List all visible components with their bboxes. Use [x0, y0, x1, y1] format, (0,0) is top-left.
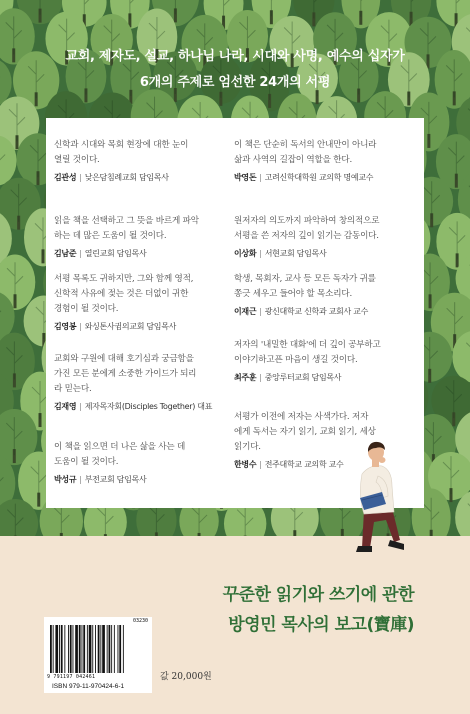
endorsement-line: 서평가 이전에 저자는 사색가다. 저자 [234, 412, 369, 422]
barcode-bar [73, 625, 74, 673]
barcode-bar [123, 625, 124, 673]
author-role: 고려신학대학원 교의학 명예교수 [264, 173, 374, 182]
endorsement-text [234, 272, 414, 302]
endorsement-1 [54, 214, 234, 259]
endorsement-author: 김남준 | 열린교회 담임목사 [54, 249, 147, 258]
barcode-bar [75, 625, 78, 673]
author-name: 김재영 [54, 402, 77, 411]
slogan-line-1: 꾸준한 읽기와 쓰기에 관한 [222, 585, 414, 605]
author-name: 이재근 [234, 307, 257, 316]
endorsement-7 [234, 272, 414, 317]
barcode-bar [119, 625, 121, 673]
author-name: 박영돈 [234, 173, 257, 182]
endorsement-text [54, 272, 234, 317]
endorsement-line: 서평을 쓴 저자의 깊이 읽기는 감동이다. [234, 231, 379, 241]
isbn-barcode [44, 617, 152, 693]
price: 값 20,000원 [160, 672, 212, 682]
barcode-bar [59, 625, 60, 673]
reading-person-illustration [348, 440, 422, 558]
endorsement-line: 하는 데 많은 도움이 될 것이다. [54, 231, 167, 241]
barcode-bar [64, 625, 65, 673]
endorsement-line: 이 책을 읽으면 더 나은 삶을 사는 데 [54, 442, 186, 452]
endorsement-line: 읽을 책을 선택하고 그 뜻을 바르게 파악 [54, 216, 199, 226]
author-role: 제자목자회(Disciples Together) 대표 [84, 402, 213, 411]
endorsement-line: 서평 목록도 귀하지만, 그와 함께 영적, [54, 274, 194, 284]
endorsement-3 [54, 352, 234, 412]
barcode-bar [79, 625, 81, 673]
endorsement-line: 에게 독서는 자기 읽기, 교회 읽기, 세상 [234, 427, 376, 437]
barcode-bar [92, 625, 93, 673]
barcode-bar [111, 625, 112, 673]
isbn-number: ISBN 979-11-970424-6-1 [52, 683, 125, 690]
barcode-bar [95, 625, 96, 673]
endorsement-2 [54, 272, 234, 332]
barcode-bar [98, 625, 100, 673]
endorsement-line: 삶과 사역의 길잡이 역할을 한다. [234, 155, 352, 165]
barcode-bar [83, 625, 85, 673]
barcode-bar [107, 625, 108, 673]
endorsement-author: 김관성 | 낮은담침례교회 담임목사 [54, 173, 169, 182]
endorsement-author: 김영봉 | 와싱톤사귐의교회 담임목사 [54, 322, 177, 331]
author-role: 전주대학교 교의학 교수 [264, 460, 344, 469]
author-role: 열린교회 담임목사 [84, 249, 147, 258]
barcode-bar [50, 625, 52, 673]
endorsement-line: 저자의 '내밀한 대화'에 더 깊이 공부하고 [234, 340, 381, 350]
barcode-bar [55, 625, 58, 673]
author-name: 한병수 [234, 460, 257, 469]
endorsement-0 [54, 138, 234, 183]
endorsement-text [54, 440, 234, 470]
endorsement-line: 신학적 사유에 젖는 것은 더없이 귀한 [54, 289, 189, 299]
barcode-bar [89, 625, 92, 673]
author-role: 중앙루터교회 담임목사 [264, 373, 342, 382]
endorsement-8 [234, 338, 414, 383]
endorsement-author: 김재영 | 제자목자회(Disciples Together) 대표 [54, 402, 213, 411]
endorsement-line: 교회와 구원에 대해 호기심과 궁금함을 [54, 354, 194, 364]
barcode-bar [53, 625, 54, 673]
endorsement-line: 쫑긋 세우고 들어야 할 목소리다. [234, 289, 352, 299]
endorsement-6 [234, 214, 414, 259]
barcode-bar [61, 625, 63, 673]
endorsement-line: 가진 모든 분에게 소중한 가이드가 되리 [54, 369, 197, 379]
barcode-bar [102, 625, 105, 673]
barcode-bar [82, 625, 83, 673]
endorsement-author: 최주훈 | 중앙루터교회 담임목사 [234, 373, 342, 382]
headline-line-2: 6개의 주제로 엄선한 24개의 서평 [139, 75, 331, 90]
slogan [223, 580, 414, 640]
barcode-bar [68, 625, 69, 673]
endorsement-author: 이재근 | 광신대학교 신학과 교회사 교수 [234, 307, 368, 316]
barcode-addon-code: 03230 [132, 618, 148, 624]
author-role: 광신대학교 신학과 교회사 교수 [264, 307, 368, 316]
endorsement-4 [54, 440, 234, 485]
endorsement-line: 신학과 시대와 목회 현장에 대한 눈이 [54, 140, 189, 150]
endorsement-author: 한병수 | 전주대학교 교의학 교수 [234, 460, 344, 469]
endorsement-line: 학생, 목회자, 교사 등 모든 독자가 귀를 [234, 274, 376, 284]
author-name: 최주훈 [234, 373, 257, 382]
endorsement-line: 열릴 것이다. [54, 155, 100, 165]
barcode-bars [49, 625, 147, 673]
endorsement-line: 도움이 될 것이다. [54, 457, 119, 467]
endorsement-line: 경험이 될 것이다. [54, 304, 119, 314]
author-name: 김영봉 [54, 322, 77, 331]
endorsement-text [54, 214, 234, 244]
endorsement-text [234, 138, 414, 168]
slogan-line-2: 방영민 목사의 보고(寶庫) [228, 615, 414, 635]
endorsement-line: 읽기다. [234, 442, 261, 452]
author-role: 부전교회 담임목사 [84, 475, 147, 484]
barcode-bar [100, 625, 101, 673]
endorsement-author: 이상화 | 서현교회 담임목사 [234, 249, 327, 258]
author-name: 김남준 [54, 249, 77, 258]
endorsement-line: 라 믿는다. [54, 384, 92, 394]
barcode-digits: 9 791197 042461 [47, 674, 96, 680]
author-role: 와싱톤사귐의교회 담임목사 [84, 322, 177, 331]
barcode-bar [114, 625, 115, 673]
author-name: 김관성 [54, 173, 77, 182]
endorsement-author: 박성규 | 부전교회 담임목사 [54, 475, 147, 484]
endorsement-line: 이야기하고픈 마음이 생길 것이다. [234, 355, 358, 365]
endorsement-line: 원저자의 의도까지 파악하여 창의적으로 [234, 216, 380, 226]
endorsement-author: 박영돈 | 고려신학대학원 교의학 명예교수 [234, 173, 374, 182]
author-name: 박성규 [54, 475, 77, 484]
barcode-bar [87, 625, 88, 673]
headline [0, 44, 470, 96]
author-name: 이상화 [234, 249, 257, 258]
endorsement-5 [234, 138, 414, 183]
author-role: 서현교회 담임목사 [264, 249, 327, 258]
endorsement-text [234, 214, 414, 244]
endorsement-line: 이 책은 단순히 독서의 안내만이 아니라 [234, 140, 377, 150]
author-role: 낮은담침례교회 담임목사 [84, 173, 169, 182]
barcode-bar [109, 625, 111, 673]
headline-line-1: 교회, 제자도, 설교, 하나님 나라, 시대와 사명, 예수의 십자가 [65, 49, 405, 64]
endorsement-text [54, 352, 234, 397]
endorsement-text [234, 338, 414, 368]
barcode-bar [70, 625, 72, 673]
barcode-bar [118, 625, 119, 673]
endorsement-text [54, 138, 234, 168]
